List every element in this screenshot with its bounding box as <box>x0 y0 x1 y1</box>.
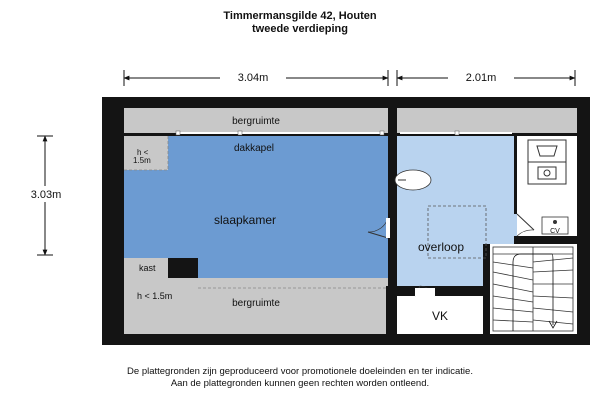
washer-icon <box>528 162 566 184</box>
label-height-note-top-2: 1.5m <box>133 156 151 165</box>
label-attic-bottom: bergruimte <box>232 298 280 309</box>
attic-top-right-area <box>397 108 577 136</box>
label-landing: overloop <box>417 240 465 254</box>
dimension-label-width-right: 2.01m <box>465 72 497 84</box>
disclaimer-line-1: De plattegronden zijn geproduceerd voor promotionele doeleinden en ter indicatie. <box>127 366 473 377</box>
address-title: Timmermansgilde 42, Houten <box>223 10 377 22</box>
disclaimer-line-2: Aan de plattegronden kunnen geen rechten worden ontleend. <box>170 378 430 389</box>
dimension-width-left <box>124 70 388 86</box>
closet-wall <box>168 258 192 278</box>
dimension-width-right <box>397 70 575 86</box>
floor-title: tweede verdieping <box>252 23 348 35</box>
label-height-note-bottom: h < 1.5m <box>137 291 173 301</box>
dimension-height-left <box>18 136 74 255</box>
dimension-label-height: 3.03m <box>30 189 62 201</box>
label-attic-top: bergruimte <box>232 116 280 127</box>
dryer-icon <box>528 140 566 162</box>
label-closet: kast <box>139 263 156 273</box>
label-cv: CV <box>550 228 560 235</box>
label-height-note-top-1: h < <box>137 148 149 157</box>
label-dormer: dakkapel <box>233 143 275 154</box>
label-vk: VK <box>431 309 449 323</box>
sink <box>395 170 431 190</box>
label-bedroom: slaapkamer <box>213 213 277 227</box>
dimension-label-width-left: 3.04m <box>237 72 269 84</box>
